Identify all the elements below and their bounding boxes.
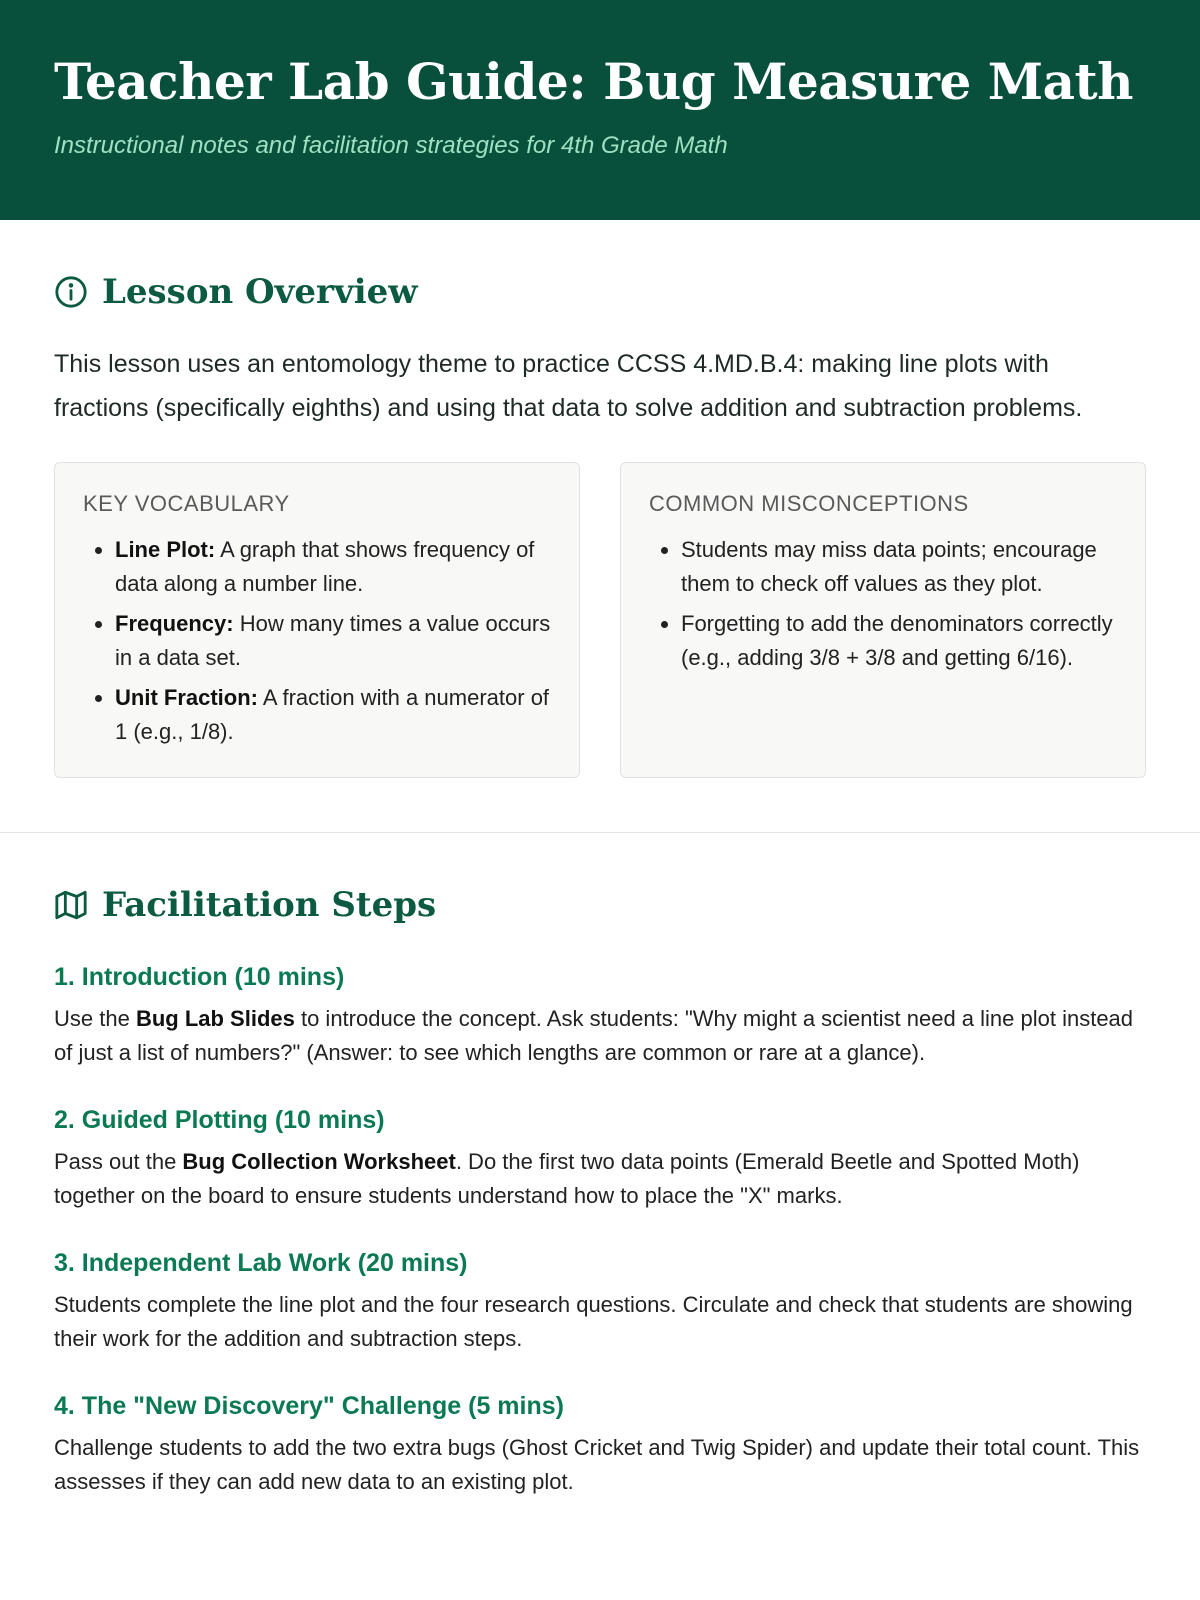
step-new-discovery-challenge (54, 1392, 1146, 1499)
step-introduction (54, 963, 1146, 1070)
lesson-overview-heading (54, 272, 1146, 312)
vocabulary-definition: How many times a value occurs in a data set. (115, 611, 551, 670)
vocabulary-item (115, 607, 551, 675)
common-misconceptions-title: COMMON MISCONCEPTIONS (649, 491, 969, 516)
common-misconceptions-card (620, 462, 1146, 778)
step-description: Students complete the line plot and the four research questions. Circulate and check that students are showing their work for the addition and subtraction steps. (54, 1292, 1133, 1351)
step-description (54, 1002, 1146, 1070)
step-independent-lab-work (54, 1249, 1146, 1356)
facilitation-steps-section (0, 833, 1200, 1499)
step-description (54, 1145, 1146, 1213)
vocabulary-term: Unit Fraction: (115, 685, 258, 710)
step-text: to introduce the concept. Ask students: "Why might a scientist need a line plot instead of just a list of numbers?" (Answer: to see which lengths are common or rare at a glance). (54, 1006, 1134, 1065)
facilitation-steps-heading (54, 885, 1146, 925)
step-text: Pass out the (54, 1149, 183, 1174)
vocabulary-term: Line Plot: (115, 537, 216, 562)
misconception-item: • Forgetting to add the denominators correctly (e.g., adding 3/8 + 3/8 and getting 6/16). (681, 607, 1117, 675)
lesson-overview-intro: This lesson uses an entomology theme to practice CCSS 4.MD.B.4: making line plots with fractions (specifically eighths) and using that data to solve addition and subtraction problems. (54, 350, 1083, 422)
overview-cards (54, 462, 1146, 778)
vocabulary-definition: A graph that shows frequency of data along a number line. (115, 537, 535, 596)
step-guided-plotting (54, 1106, 1146, 1213)
page-header (0, 0, 1200, 220)
step-text: . Do the first two data points (Emerald Beetle and Spotted Moth) together on the board to ensure students understand how to place the "X" marks. (54, 1149, 1080, 1208)
step-heading: 4. The "New Discovery" Challenge (5 mins) (54, 1392, 564, 1420)
vocabulary-term: Frequency: (115, 611, 234, 636)
vocabulary-list (83, 533, 551, 749)
step-heading: 3. Independent Lab Work (20 mins) (54, 1249, 468, 1277)
vocabulary-item (115, 681, 551, 749)
lesson-overview-title: Lesson Overview (102, 272, 418, 312)
step-description: Challenge students to add the two extra bugs (Ghost Cricket and Twig Spider) and update their total count. This assesses if they can add new data to an existing plot. (54, 1435, 1140, 1494)
lesson-overview-section (0, 220, 1200, 833)
misconception-item: • Students may miss data points; encourage them to check off values as they plot. (681, 533, 1117, 601)
facilitation-steps-title: Facilitation Steps (102, 885, 437, 925)
info-icon (54, 275, 88, 309)
page-title: Teacher Lab Guide: Bug Measure Math (54, 52, 1133, 111)
step-resource-name: Bug Lab Slides (135, 1006, 295, 1031)
key-vocabulary-card (54, 462, 580, 778)
step-text: Use the (54, 1006, 136, 1031)
step-heading: 2. Guided Plotting (10 mins) (54, 1106, 385, 1134)
misconceptions-list (649, 533, 1117, 675)
vocabulary-definition: A fraction with a numerator of 1 (e.g., 1/8). (115, 685, 550, 744)
page-subtitle: Instructional notes and facilitation strategies for 4th Grade Math (54, 132, 728, 159)
key-vocabulary-title: KEY VOCABULARY (83, 491, 290, 516)
step-heading: 1. Introduction (10 mins) (54, 963, 345, 991)
step-resource-name: Bug Collection Worksheet (182, 1149, 456, 1174)
map-icon (54, 888, 88, 922)
vocabulary-item (115, 533, 551, 601)
